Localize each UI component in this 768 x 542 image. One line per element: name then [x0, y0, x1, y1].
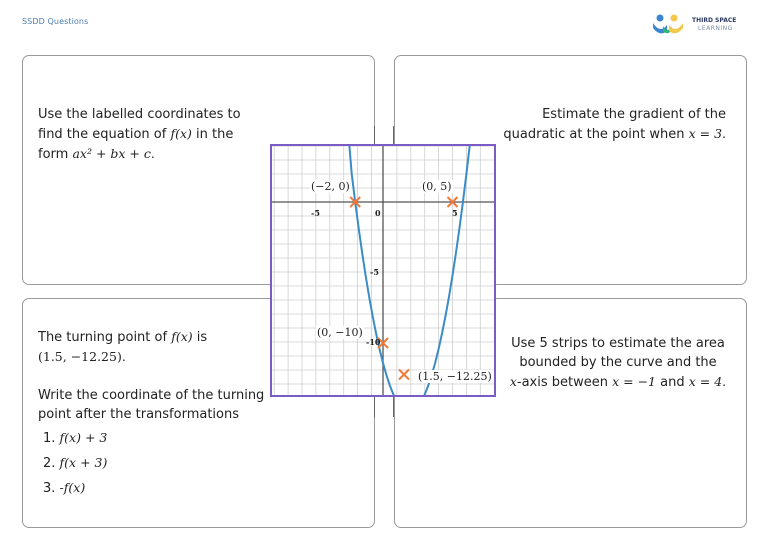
quadratic-curve	[348, 146, 471, 395]
marker-turning-point	[399, 370, 409, 380]
card-top-right-line1: Estimate the gradient of the	[542, 107, 726, 122]
header-title: SSDD Questions	[22, 17, 89, 26]
logo-line1: THIRD SPACE	[692, 17, 737, 24]
tick-label-x-5: 5	[452, 208, 458, 218]
logo-line2: LEARNING	[698, 25, 733, 32]
tick-label-y-neg5: -5	[370, 267, 379, 277]
quadratic-graph	[270, 144, 496, 397]
connector-line	[393, 397, 394, 417]
graph-svg	[272, 146, 494, 395]
tick-label-origin: 0	[375, 208, 381, 218]
point-label-turning-point: (1.5, −12.25)	[418, 370, 492, 383]
list-item: 1. f(x) + 3	[43, 430, 108, 446]
connector-line	[374, 126, 375, 144]
point-label-0-neg10: (0, −10)	[317, 326, 363, 339]
transformations-list	[38, 426, 264, 501]
card-bottom-right-line3: x-axis between x = −1 and x = 4.	[509, 374, 727, 390]
connector-line	[374, 397, 375, 417]
card-top-left-line3: form ax² + bx + c.	[38, 146, 155, 162]
card-bottom-left-line1: The turning point of f(x) is	[38, 329, 208, 345]
turning-point-value: (1.5, −12.25).	[38, 349, 126, 364]
card-top-left-line1: Use the labelled coordinates to	[38, 107, 241, 122]
list-item: 3. -f(x)	[43, 480, 86, 496]
card-bottom-right-line1: Use 5 strips to estimate the area	[511, 336, 725, 351]
point-label-neg2-0: (−2, 0)	[311, 180, 350, 193]
logo-text	[692, 17, 736, 33]
card-bottom-left-line3: Write the coordinate of the turning	[38, 388, 265, 403]
card-bottom-left-line4: point after the transformations	[38, 407, 240, 422]
tick-label-y-neg10: -10	[366, 337, 381, 347]
tick-label-x-neg5: -5	[311, 208, 320, 218]
list-item: 2. f(x + 3)	[43, 455, 108, 471]
card-bottom-right-line2: bounded by the curve and the	[519, 355, 717, 370]
point-label-0-5: (0, 5)	[422, 180, 452, 193]
card-top-left-line2: find the equation of f(x) in the	[38, 126, 234, 142]
logo	[650, 12, 750, 38]
card-top-right-line2: quadratic at the point when x = 3.	[503, 126, 726, 142]
logo-icon	[650, 12, 690, 38]
connector-line	[393, 126, 394, 144]
